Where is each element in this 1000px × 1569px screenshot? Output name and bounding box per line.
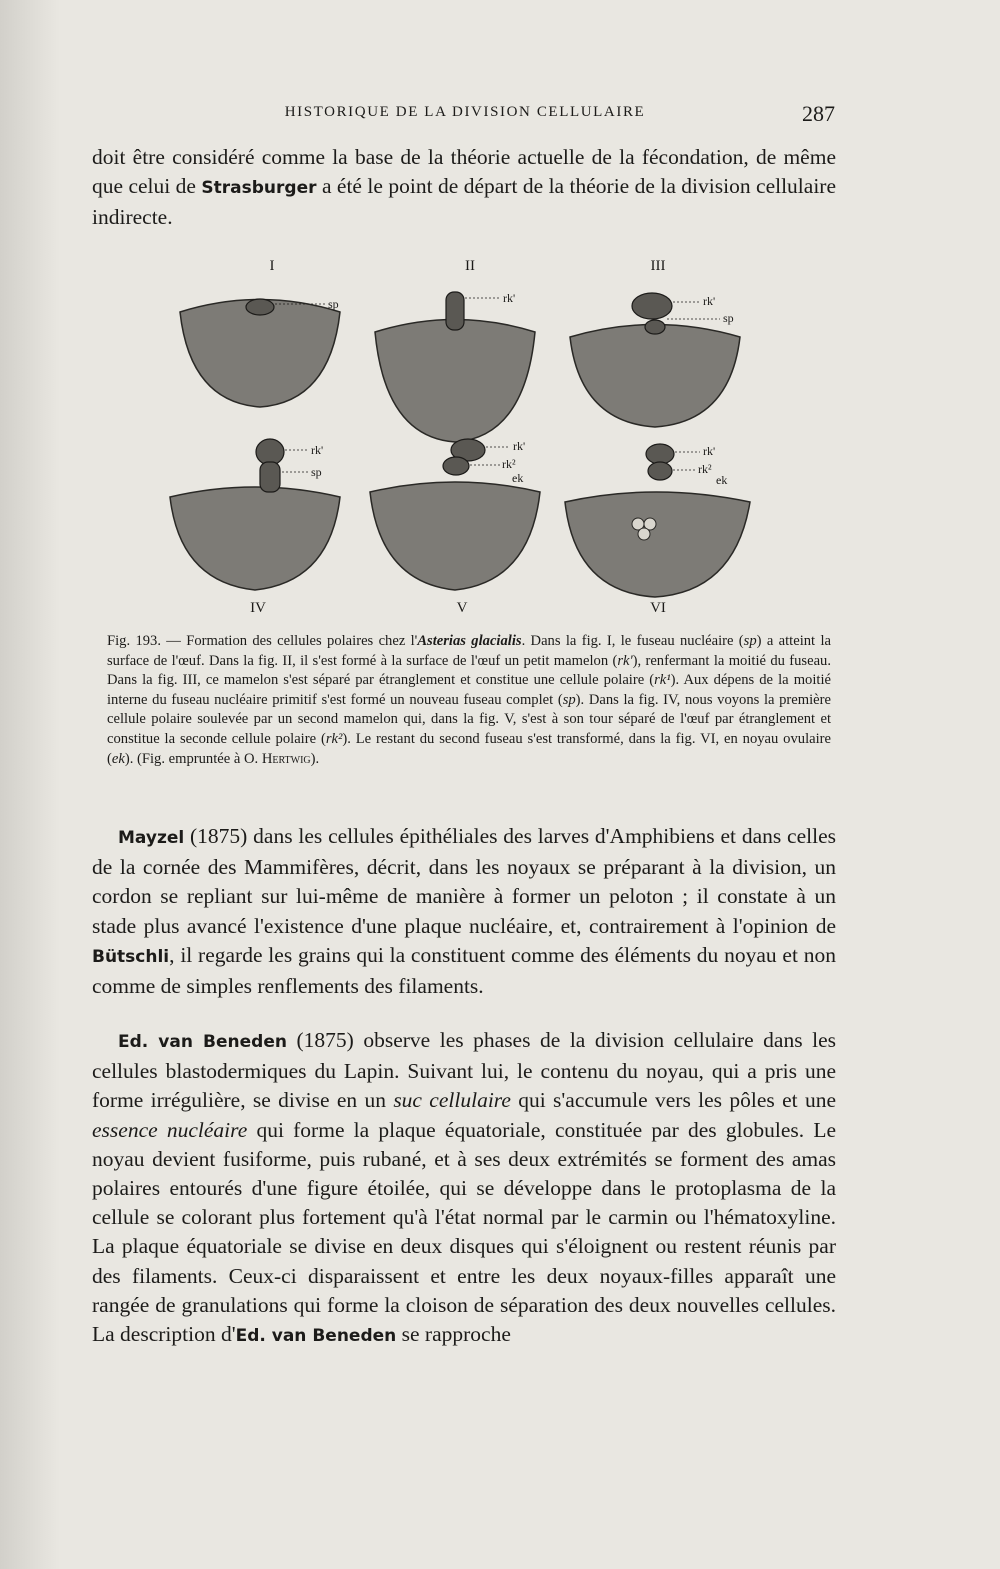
label-rk2: rk² [698, 462, 712, 476]
label-rk: rk' [513, 439, 526, 453]
figure-panel-4 [170, 439, 340, 590]
page-number: 287 [802, 101, 835, 126]
paragraph-van-beneden [92, 1026, 836, 1351]
running-header [95, 101, 835, 131]
panel-numeral: I [269, 258, 275, 274]
author-name: Ed. van Beneden [118, 1032, 287, 1052]
paragraph-text: (1875) observe les phases de la division cellulaire dans les cellules blastodermiques du Lapin. Suivant lui, le contenu du noyau, qui a pris une forme irrégulière, se divise en un [92, 1028, 837, 1113]
panel-numeral: VI [650, 600, 666, 616]
figure-panel-3 [570, 293, 740, 427]
paragraph-text: qui s'accumule vers les pôles et une [510, 1088, 836, 1113]
author-name: Strasburger [201, 178, 317, 199]
italic-term: suc cellulaire [393, 1088, 511, 1113]
italic-term: essence nucléaire [92, 1117, 248, 1142]
label-sp: sp [723, 311, 734, 325]
author-name: Ed. van Beneden [235, 1326, 397, 1347]
paragraph-mayzel [92, 822, 836, 1001]
figure-panel-5 [370, 439, 540, 590]
panel-numeral: IV [250, 600, 266, 616]
figure-193 [160, 252, 760, 632]
label-rk: rk' [503, 291, 516, 305]
panel-numeral: V [456, 600, 468, 616]
author-name: Mayzel [118, 828, 185, 848]
panel-numeral: III [650, 258, 666, 274]
label-rk: rk' [703, 444, 716, 458]
paragraph-intro [92, 143, 836, 233]
page-binding-shadow [0, 0, 60, 1569]
header-title: HISTORIQUE DE LA DIVISION CELLULAIRE [284, 104, 646, 120]
figure-caption: Fig. 193. — Formation des cellules polaires chez l'Asterias glacialis. Dans la fig. I, le fuseau nucléaire (sp) a atteint la surface de l'œuf. Dans la fig. II, il s'est formé à la surface de l'œuf un petit mamelon (rk'), renfermant la moitié du fuseau. Dans la fig. III, ce mamelon s'est séparé par étranglement et constitue une cellule polaire (rk¹). Aux dépens de la moitié interne du fuseau nucléaire primitif s'est formé un nouveau fuseau complet (sp). Dans la fig. IV, nous voyons la première cellule polaire soulevée par un second mamelon qui, dans la fig. V, s'est à son tour séparé de l'œuf par étranglement et constitue la seconde cellule polaire (rk²). Le restant du second fuseau s'est transformé, dans la fig. VI, en noyau ovulaire (ek). (Fig. empruntée à O. Hertwig). [107, 633, 831, 767]
panel-numeral: II [465, 258, 475, 274]
paragraph-text: se rapproche [396, 1322, 511, 1347]
figure-panel-6 [565, 444, 750, 597]
paragraph-text: (1875) dans les cellules épithéliales des larves d'Amphibiens et dans celles de la cornée des Mammifères, décrit, dans les noyaux se préparant à la division, un cordon se repliant sur lui-même de manière à former un peloton ; il constate à un stade plus avancé l'existence d'une plaque nucléaire, et, contrairement à l'opinion de [92, 824, 836, 938]
figure-panel-1 [180, 297, 340, 407]
label-ek: ek [512, 471, 524, 485]
label-ek: ek [716, 473, 728, 487]
label-rk: rk' [703, 294, 716, 308]
figure-panel-2 [375, 291, 535, 442]
label-sp: sp [311, 465, 322, 479]
figure-illustration [160, 252, 760, 632]
author-name: Bütschli [92, 946, 170, 967]
paragraph-text: doit être considéré comme la base de la théorie actuelle de la fécondation, de même que celui de [92, 145, 836, 199]
paragraph-text: qui forme la plaque équatoriale, constituée par des globules. Le noyau devient fusiforme, puis rubané, et à ses deux extrémités se forment des amas polaires entourés d'une figure étoilée, qui se développe dans le protoplasma de la cellule se colorant plus fortement qu'à l'état normal par le carmin ou l'hématoxyline. La plaque équatoriale se divise en deux disques qui s'éloignent ou restent réunis par des filaments. Ceux-ci disparaissent et entre les deux noyaux-filles apparaît une rangée de granulations qui forme la cloison de séparation des deux nouvelles cellules. La description d' [92, 1117, 836, 1347]
label-rk2: rk² [502, 457, 516, 471]
paragraph-text: , il regarde les grains qui la constituent comme des éléments du noyau et non comme de simples renflements des filaments. [92, 942, 836, 999]
paragraph-text: a été le point de départ de la théorie de la division cellulaire indirecte. [92, 174, 836, 230]
label-rk: rk' [311, 443, 324, 457]
label-sp: sp [328, 297, 339, 311]
